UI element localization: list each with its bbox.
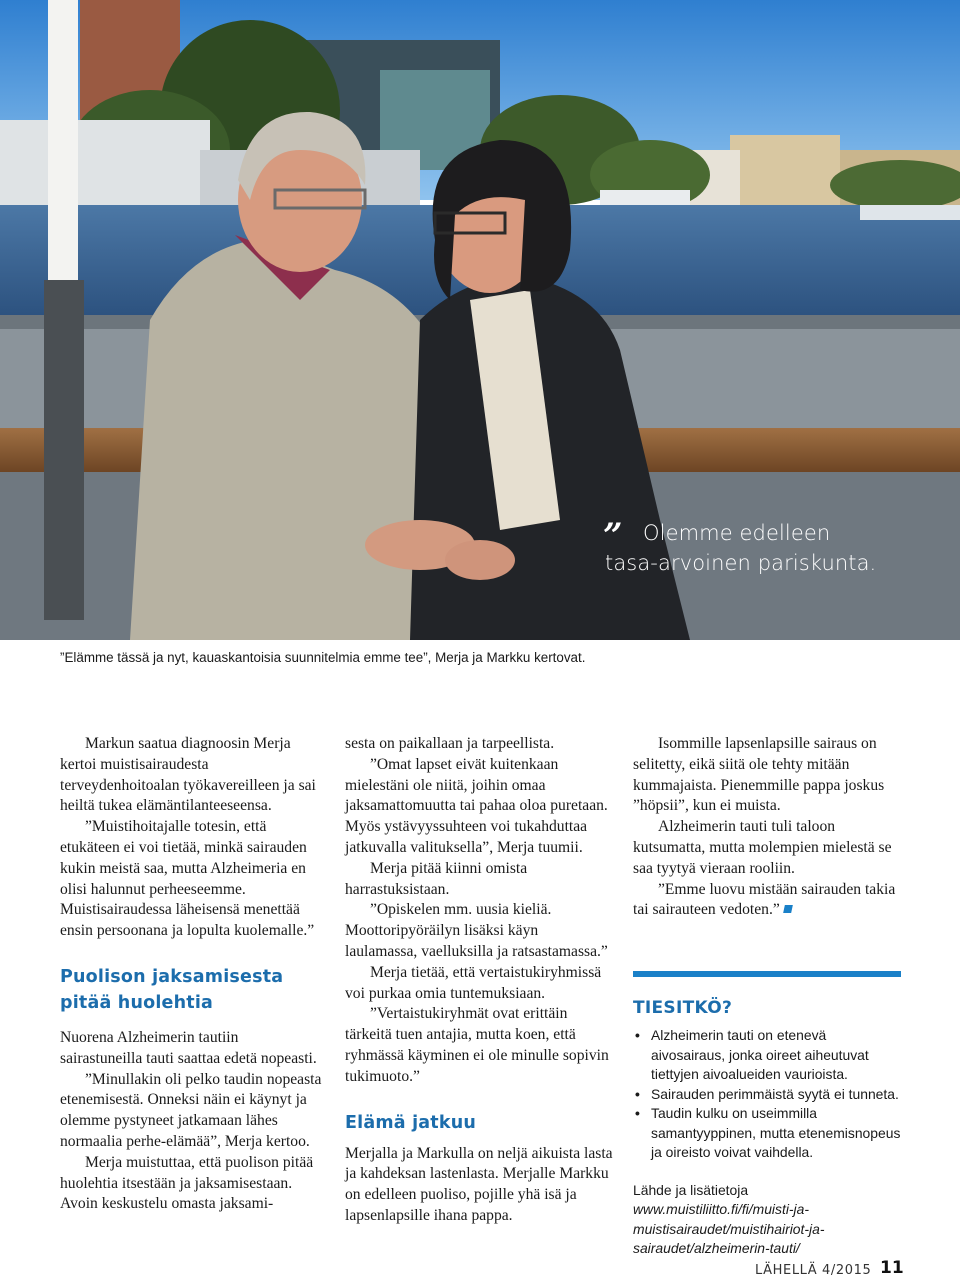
paragraph: ”Opiskelen mm. uusia kieliä. Moottoripyöräilyn lisäksi käyn laulamassa, vaelluksilla ja ratsastamassa.” (345, 901, 608, 960)
page-number: 11 (880, 1258, 904, 1278)
fact-list (633, 1026, 901, 1163)
paragraph: Isommille lapsenlapsille sairaus on selitetty, eikä siitä ole tehty mitään kummajaista. Pienemmille pappa joskus ”höpsii”, kun ei muista. (633, 735, 885, 815)
fact-list-item: • Alzheimerin tauti on etenevä aivosairaus, jonka oireet aiheutuvat tiettyjen aivoalueiden vaurioista. (633, 1026, 901, 1085)
paragraph: ”Muistihoitajalle totesin, että etukäteen ei voi tietää, minkä sairauden kukin meistä saa, mutta Alzheimeria en olisi halunnut perheeseemme. Muistisairaudessa läheisensä menettää ensin persoonana ja lopulta kuolemalle.” (60, 818, 315, 940)
subheading-puolison-jaksaminen: Puolison jaksamisesta pitää huolehtia (60, 966, 284, 1013)
paragraph: Merjalla ja Markulla on neljä aikuista lasta ja kahdeksan lastenlasta. Merjalle Markku on edelleen puoliso, pojille yhä isä ja lapsenlapsille ihana pappa. (345, 1144, 613, 1224)
paragraph: ”Minullakin oli pelko taudin nopeasta etenemisestä. Onneksi näin ei käynyt ja olemme pystyneet jatkamaan lähes normaalia perhe-elämää”, Merja kertoo. (60, 1070, 322, 1150)
paragraph: Merja pitää kiinni omista harrastuksistaan. (345, 859, 528, 898)
fact-source-link[interactable]: www.muistiliitto.fi/fi/muisti-ja-muistisairaudet/muistihairiot-ja-sairaudet/alzheimerin-tauti/ (633, 1201, 825, 1256)
paragraph: ”Omat lapset eivät kuitenkaan mielestäni ole niitä, joihin omaa jaksamattomuutta tai pahaa oloa puretaan. Myös ystävyyssuhteen voi tukahduttaa jatkuvalla valituksella”, Merja tuumii. (345, 755, 608, 856)
subheading-elama-jatkuu: Elämä jatkuu (345, 1112, 477, 1133)
magazine-issue: LÄHELLÄ 4/2015 (755, 1263, 872, 1278)
paragraph: Alzheimerin tauti tuli taloon kutsumatta, mutta molempien mielestä se saa tyytyä vieraan rooliin. (633, 818, 892, 877)
photo-caption: ”Elämme tässä ja nyt, kauaskantoisia suunnitelmia emme tee”, Merja ja Markku kertovat. (60, 650, 586, 665)
fact-list-item: • Sairauden perimmäistä syytä ei tunneta. (633, 1085, 901, 1105)
pull-quote (605, 518, 935, 578)
fact-source (633, 1181, 901, 1259)
article-end-mark-icon (783, 905, 793, 913)
paragraph: Merja muistuttaa, että puolison pitää huolehtia itsestään ja jaksamisestaan. Avoin keskustelu omasta jaksami- (60, 1153, 314, 1213)
pull-quote-line-2: tasa-arvoinen pariskunta. (605, 551, 877, 575)
fact-list-item: • Taudin kulku on useimmilla samantyyppinen, mutta etenemisnopeus ja oireisto voivat vaihdella. (633, 1104, 901, 1163)
paragraph-final (633, 880, 901, 922)
quote-mark-icon: ” (603, 516, 623, 556)
paragraph-text: ”Emme luovu mistään sairauden takia tai sairauteen vedoten.” (633, 880, 896, 919)
paragraph: Merja tietää, että vertaistukiryhmissä voi purkaa omia tuntemuksiaan. (345, 963, 602, 1002)
fact-box-title: TIESITKÖ? (633, 998, 733, 1018)
text-column-3 (633, 734, 901, 921)
paragraph: ”Vertaistukiryhmät ovat erittäin tärkeitä tuen antajia, mutta koen, että ryhmässä käyminen ei ole minulle sopivin tukimuoto.” (345, 1005, 609, 1085)
fact-box (633, 971, 901, 1259)
paragraph: sesta on paikallaan ja tarpeellista. (345, 735, 555, 752)
text-column-1 (60, 734, 322, 1215)
hero-photo (0, 0, 960, 640)
text-column-2 (345, 734, 613, 1227)
paragraph: Nuorena Alzheimerin tautiin sairastuneilla tauti saattaa edetä nopeasti. (60, 1028, 317, 1067)
paragraph: Markun saatua diagnoosin Merja kertoi muistisairaudesta terveydenhoitoalan työkavereilleen ja sai heiltä tukea elämäntilanteeseensa. (60, 735, 316, 815)
fact-source-label: Lähde ja lisätietoja (633, 1181, 749, 1198)
fact-box-divider (633, 971, 901, 977)
pull-quote-line-1: Olemme edelleen (643, 521, 831, 545)
